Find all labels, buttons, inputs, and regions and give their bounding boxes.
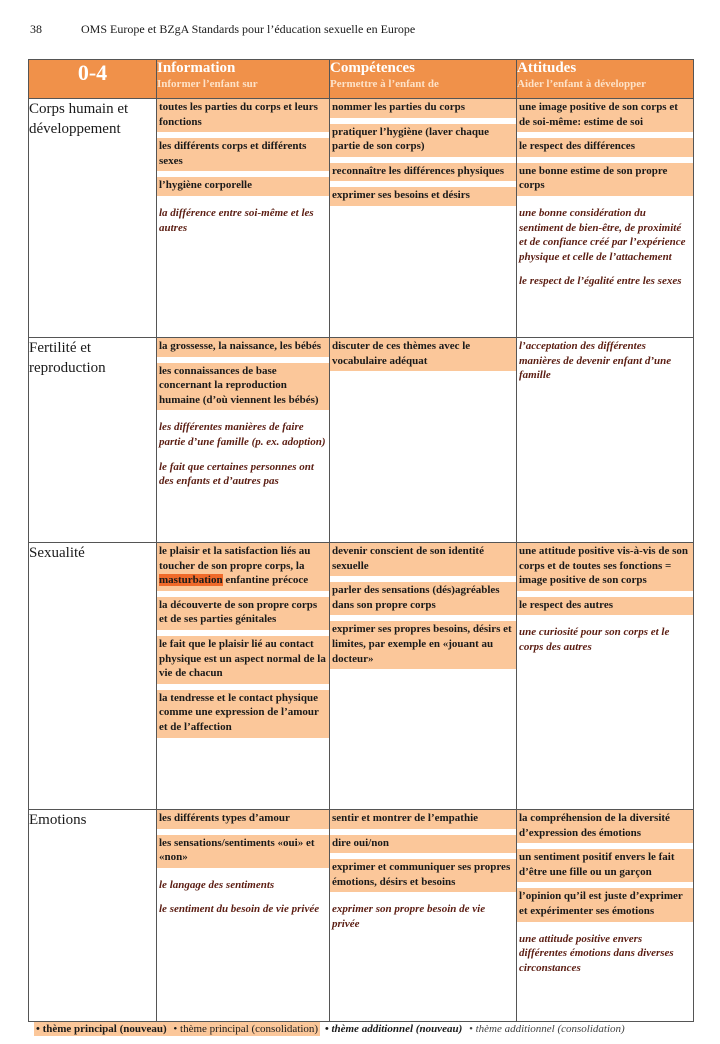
column-header-information — [157, 60, 330, 99]
main-theme-item: sentir et montrer de l’empathie — [330, 810, 516, 829]
cell-information — [157, 543, 330, 810]
main-theme-item: les connaissances de base concernant la reproduction humaine (d’où viennent les bébés) — [157, 363, 329, 411]
cell-attitudes — [517, 543, 694, 810]
table-row — [29, 810, 694, 1022]
main-theme-item: nommer les parties du corps — [330, 99, 516, 118]
additional-theme-item: l’acceptation des différentes manières de devenir enfant d’une famille — [519, 340, 672, 382]
cell-competences — [330, 543, 517, 810]
additional-theme-item: le respect de l’égalité entre les sexes — [519, 275, 682, 288]
cell-information — [157, 810, 330, 1022]
cell-attitudes — [517, 810, 694, 1022]
main-theme-item: exprimer ses besoins et désirs — [330, 187, 516, 206]
table-header-row — [29, 60, 694, 99]
main-theme-item: le respect des autres — [517, 597, 693, 616]
page-header — [30, 22, 415, 37]
main-theme-item: reconnaître les différences physiques — [330, 163, 516, 182]
main-theme-item: discuter de ces thèmes avec le vocabulaire adéquat — [330, 338, 516, 371]
main-theme-item: la grossesse, la naissance, les bébés — [157, 338, 329, 357]
table-row — [29, 543, 694, 810]
legend-additional-new: • thème additionnel (nouveau) — [322, 1023, 463, 1035]
main-theme-item: une attitude positive vis-à-vis de son corps et de toutes ses fonctions = image positive de son corps — [517, 543, 693, 591]
row-label: Corps humain et développement — [29, 99, 157, 338]
highlighted-word: masturbation — [159, 574, 223, 587]
document-title: OMS Europe et BZgA Standards pour l’éducation sexuelle en Europe — [81, 22, 416, 36]
main-theme-item: parler des sensations (dés)agréables dans son propre corps — [330, 582, 516, 615]
main-theme-item: pratiquer l’hygiène (laver chaque partie de son corps) — [330, 124, 516, 157]
cell-competences — [330, 338, 517, 543]
main-theme-item: une bonne estime de son propre corps — [517, 163, 693, 196]
main-theme-item: la compréhension de la diversité d’expression des émotions — [517, 810, 693, 843]
row-label: Fertilité et reproduction — [29, 338, 157, 543]
main-theme-item: les sensations/sentiments «oui» et «non» — [157, 835, 329, 868]
main-theme-item: la tendresse et le contact physique comme une expression de l’amour et de l’affection — [157, 690, 329, 738]
age-group-header: 0-4 — [29, 60, 157, 99]
additional-theme-item: la différence entre soi-même et les autres — [159, 206, 314, 234]
main-theme-item: le fait que le plaisir lié au contact physique est un aspect normal de la vie de chacun — [157, 636, 329, 684]
main-theme-item: devenir conscient de son identité sexuelle — [330, 543, 516, 576]
cell-attitudes — [517, 99, 694, 338]
row-label: Sexualité — [29, 543, 157, 810]
table-row — [29, 99, 694, 338]
cell-competences — [330, 810, 517, 1022]
additional-theme-item: une attitude positive envers différentes émotions dans diverses circonstances — [519, 932, 674, 974]
cell-competences — [330, 99, 517, 338]
additional-theme-item: une curiosité pour son corps et le corps des autres — [519, 626, 670, 653]
main-theme-item: exprimer et communiquer ses propres émotions, désirs et besoins — [330, 859, 516, 892]
column-title: Compétences — [330, 60, 415, 76]
main-theme-item: les différents corps et différents sexes — [157, 138, 329, 171]
main-theme-item: exprimer ses propres besoins, désirs et limites, par exemple en «jouant au docteur» — [330, 621, 516, 669]
cell-information — [157, 99, 330, 338]
main-theme-item: un sentiment positif envers le fait d’être une fille ou un garçon — [517, 849, 693, 882]
additional-theme-item: exprimer son propre besoin de vie privée — [332, 903, 486, 930]
main-theme-item: les différents types d’amour — [157, 810, 329, 829]
additional-theme-item: les différentes manières de faire partie d’une famille (p. ex. adoption) — [159, 421, 326, 448]
legend-main-new: • thème principal (nouveau) — [36, 1023, 167, 1035]
main-theme-item: la découverte de son propre corps et de ses parties génitales — [157, 597, 329, 630]
additional-theme-item: le sentiment du besoin de vie privée — [159, 903, 320, 916]
cell-information — [157, 338, 330, 543]
page-number: 38 — [30, 22, 42, 36]
main-theme-item: toutes les parties du corps et leurs fonctions — [157, 99, 329, 132]
item-text: enfantine précoce — [222, 574, 309, 587]
additional-theme-item: le fait que certaines personnes ont des enfants et d’autres pas — [159, 460, 314, 488]
additional-theme-item: le langage des sentiments — [159, 878, 275, 891]
main-theme-item: une image positive de son corps et de soi-même: estime de soi — [517, 99, 693, 132]
column-subtitle: Aider l’enfant à développer — [517, 78, 647, 90]
column-header-competences — [330, 60, 517, 99]
legend-additional-consolidation: • thème additionnel (consolidation) — [466, 1023, 625, 1035]
additional-theme-item: une bonne considération du sentiment de bien-être, de proximité et de confiance créé par l’expérience physique et celle de l’attachement — [519, 206, 686, 263]
item-text: le plaisir et la satisfaction liés au toucher de son propre corps, la — [159, 545, 311, 572]
main-theme-item: l’hygiène corporelle — [157, 177, 329, 196]
column-title: Attitudes — [517, 60, 577, 76]
column-subtitle: Informer l’enfant sur — [157, 78, 258, 90]
cell-attitudes — [517, 338, 694, 543]
column-header-attitudes — [517, 60, 694, 99]
legend-main-consolidation: • thème principal (consolidation) — [170, 1023, 319, 1035]
row-label: Emotions — [29, 810, 157, 1022]
column-title: Information — [157, 60, 236, 76]
main-theme-item: l’opinion qu’il est juste d’exprimer et expérimenter ses émotions — [517, 888, 693, 921]
main-theme-item: le respect des différences — [517, 138, 693, 157]
main-theme-item — [157, 543, 329, 591]
table-row — [29, 338, 694, 543]
curriculum-table — [28, 59, 694, 1022]
legend — [34, 1023, 627, 1035]
main-theme-item: dire oui/non — [330, 835, 516, 854]
column-subtitle: Permettre à l’enfant de — [330, 78, 439, 90]
